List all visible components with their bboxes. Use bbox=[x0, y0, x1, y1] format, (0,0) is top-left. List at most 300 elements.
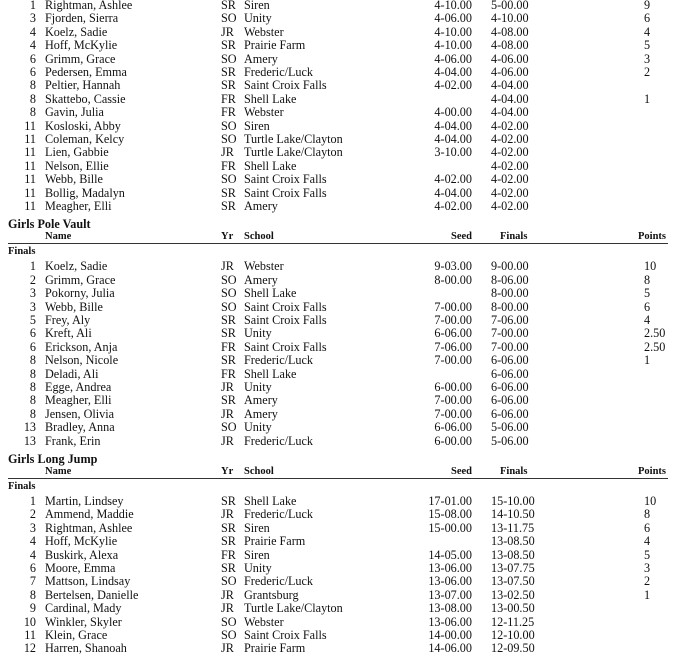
result-school: Unity bbox=[244, 11, 272, 26]
result-points: 5 bbox=[644, 547, 651, 562]
result-finals: 6-06.00 bbox=[491, 406, 529, 421]
column-header-yr: Yr bbox=[221, 466, 234, 477]
result-finals: 12-10.00 bbox=[491, 628, 535, 642]
result-name: Kosloski, Abby bbox=[45, 118, 121, 133]
result-school: Amery bbox=[244, 406, 278, 421]
result-name: Hoff, McKylie bbox=[45, 38, 118, 53]
result-row bbox=[0, 535, 675, 548]
result-seed: 3-10.00 bbox=[434, 145, 472, 160]
result-finals: 6-06.00 bbox=[491, 380, 529, 394]
round-label: Finals bbox=[8, 246, 36, 258]
result-yr: SR bbox=[221, 313, 236, 327]
result-finals: 4-08.00 bbox=[491, 38, 529, 53]
result-school: Amery bbox=[244, 199, 278, 213]
result-yr: SR bbox=[221, 561, 236, 575]
result-seed: 6-06.00 bbox=[434, 420, 472, 435]
result-place: 11 bbox=[24, 145, 36, 160]
result-row bbox=[0, 368, 675, 381]
result-seed: 4-10.00 bbox=[434, 0, 472, 12]
result-points: 1 bbox=[644, 353, 651, 368]
result-points: 4 bbox=[644, 534, 651, 549]
result-seed: 4-06.00 bbox=[434, 51, 472, 66]
result-school: Webster bbox=[244, 259, 284, 274]
result-finals: 4-08.00 bbox=[491, 24, 529, 39]
result-place: 8 bbox=[29, 366, 36, 381]
result-finals: 4-02.00 bbox=[491, 172, 529, 187]
result-school: Unity bbox=[244, 380, 272, 394]
result-finals: 12-09.50 bbox=[491, 641, 535, 656]
result-seed: 14-06.00 bbox=[428, 641, 472, 656]
result-school: Shell Lake bbox=[244, 158, 297, 173]
result-school: Webster bbox=[244, 24, 284, 39]
result-yr: SR bbox=[221, 326, 236, 341]
result-seed: 6-00.00 bbox=[434, 380, 472, 394]
result-seed: 7-00.00 bbox=[434, 313, 472, 327]
result-name: Webb, Bille bbox=[45, 172, 103, 187]
column-header-points: Points bbox=[638, 231, 667, 243]
result-seed: 15-00.00 bbox=[428, 520, 472, 535]
result-school: Saint Croix Falls bbox=[244, 313, 327, 327]
result-finals: 8-00.00 bbox=[491, 286, 529, 301]
result-place: 3 bbox=[29, 299, 36, 314]
result-finals: 8-00.00 bbox=[491, 299, 529, 314]
result-school: Siren bbox=[244, 547, 270, 562]
result-row bbox=[0, 160, 675, 173]
result-yr: JR bbox=[221, 145, 234, 160]
result-row bbox=[0, 642, 675, 655]
result-finals: 13-07.75 bbox=[491, 561, 535, 575]
column-header-finals: Finals bbox=[500, 466, 528, 477]
result-school: Saint Croix Falls bbox=[244, 172, 327, 187]
result-place: 4 bbox=[29, 547, 36, 562]
result-seed: 4-04.00 bbox=[434, 132, 472, 146]
result-row bbox=[0, 287, 675, 300]
result-row bbox=[0, 575, 675, 588]
result-place: 4 bbox=[29, 534, 36, 549]
result-row bbox=[0, 93, 675, 106]
result-row bbox=[0, 562, 675, 575]
result-yr: SR bbox=[221, 494, 236, 508]
result-row bbox=[0, 66, 675, 79]
result-yr: SR bbox=[221, 534, 236, 549]
result-place: 6 bbox=[29, 339, 36, 354]
result-school: Grantsburg bbox=[244, 587, 299, 602]
result-finals: 7-06.00 bbox=[491, 313, 529, 327]
result-finals: 13-11.75 bbox=[491, 520, 535, 535]
result-points: 10 bbox=[644, 494, 657, 508]
result-place: 6 bbox=[29, 65, 36, 79]
result-row bbox=[0, 629, 675, 642]
result-school: Unity bbox=[244, 420, 272, 435]
result-place: 3 bbox=[29, 286, 36, 301]
result-points: 2 bbox=[644, 65, 651, 79]
result-points: 5 bbox=[644, 38, 651, 53]
result-name: Kreft, Ali bbox=[45, 326, 92, 341]
result-school: Frederic/Luck bbox=[244, 574, 314, 589]
result-row bbox=[0, 522, 675, 535]
result-row bbox=[0, 508, 675, 521]
result-place: 8 bbox=[29, 380, 36, 394]
result-seed: 7-00.00 bbox=[434, 353, 472, 368]
result-row bbox=[0, 12, 675, 25]
result-points: 9 bbox=[644, 0, 651, 12]
result-row bbox=[0, 381, 675, 394]
result-school: Prairie Farm bbox=[244, 38, 306, 53]
result-yr: SO bbox=[221, 51, 237, 66]
result-name: Koelz, Sadie bbox=[45, 24, 108, 39]
result-yr: FR bbox=[221, 339, 236, 354]
result-yr: SO bbox=[221, 614, 237, 629]
result-seed: 13-06.00 bbox=[428, 574, 472, 589]
result-finals: 4-04.00 bbox=[491, 78, 529, 93]
result-seed: 4-10.00 bbox=[434, 38, 472, 53]
result-name: Cardinal, Mady bbox=[45, 601, 122, 616]
result-school: Shell Lake bbox=[244, 286, 297, 301]
result-school: Amery bbox=[244, 51, 278, 66]
result-seed: 9-03.00 bbox=[434, 259, 472, 274]
result-row bbox=[0, 260, 675, 273]
result-yr: SO bbox=[221, 299, 237, 314]
result-finals: 14-10.50 bbox=[491, 507, 535, 522]
result-place: 6 bbox=[29, 326, 36, 341]
column-header-seed: Seed bbox=[451, 231, 472, 243]
result-place: 2 bbox=[29, 507, 36, 522]
result-place: 1 bbox=[29, 0, 36, 12]
result-school: Siren bbox=[244, 0, 270, 12]
result-seed: 14-00.00 bbox=[428, 628, 472, 642]
result-name: Pokorny, Julia bbox=[45, 286, 115, 301]
result-place: 3 bbox=[29, 520, 36, 535]
result-yr: SR bbox=[221, 393, 236, 408]
result-school: Frederic/Luck bbox=[244, 507, 314, 522]
result-name: Hoff, McKylie bbox=[45, 534, 118, 549]
event-title: Girls Long Jump bbox=[8, 452, 98, 466]
result-name: Klein, Grace bbox=[45, 628, 108, 642]
result-finals: 4-02.00 bbox=[491, 132, 529, 146]
result-row bbox=[0, 274, 675, 287]
column-header-seed: Seed bbox=[451, 466, 472, 477]
result-yr: JR bbox=[221, 380, 234, 394]
result-points: 6 bbox=[644, 299, 651, 314]
result-school: Turtle Lake/Clayton bbox=[244, 601, 343, 616]
result-points: 2.50 bbox=[644, 339, 666, 354]
result-name: Ammend, Maddie bbox=[45, 507, 134, 522]
result-name: Peltier, Hannah bbox=[45, 78, 121, 93]
result-name: Bertelsen, Danielle bbox=[45, 587, 139, 602]
event-title: Girls Pole Vault bbox=[8, 217, 91, 232]
result-row bbox=[0, 616, 675, 629]
result-place: 5 bbox=[29, 313, 36, 327]
result-finals: 4-02.00 bbox=[491, 145, 529, 160]
result-school: Amery bbox=[244, 272, 278, 287]
result-finals: 7-00.00 bbox=[491, 339, 529, 354]
result-finals: 12-11.25 bbox=[491, 614, 535, 629]
result-place: 11 bbox=[24, 118, 36, 133]
result-seed: 13-06.00 bbox=[428, 561, 472, 575]
result-yr: SR bbox=[221, 0, 236, 12]
result-name: Fjorden, Sierra bbox=[45, 11, 119, 26]
result-school: Unity bbox=[244, 561, 272, 575]
result-seed: 15-08.00 bbox=[428, 507, 472, 522]
result-name: Koelz, Sadie bbox=[45, 259, 108, 274]
result-name: Grimm, Grace bbox=[45, 272, 116, 287]
result-yr: SR bbox=[221, 78, 236, 93]
result-seed: 4-00.00 bbox=[434, 105, 472, 120]
result-seed: 6-06.00 bbox=[434, 326, 472, 341]
result-yr: SO bbox=[221, 118, 237, 133]
result-school: Shell Lake bbox=[244, 91, 297, 106]
column-header-finals: Finals bbox=[500, 231, 528, 243]
result-seed: 4-02.00 bbox=[434, 78, 472, 93]
result-yr: FR bbox=[221, 105, 236, 120]
result-yr: SR bbox=[221, 353, 236, 368]
result-finals: 9-00.00 bbox=[491, 259, 529, 274]
result-row bbox=[0, 408, 675, 421]
result-name: Mattson, Lindsay bbox=[45, 574, 131, 589]
result-name: Pedersen, Emma bbox=[45, 65, 127, 79]
result-finals: 15-10.00 bbox=[491, 494, 535, 508]
result-seed: 7-00.00 bbox=[434, 406, 472, 421]
result-name: Nelson, Ellie bbox=[45, 158, 109, 173]
result-name: Winkler, Skyler bbox=[45, 614, 122, 629]
result-yr: FR bbox=[221, 547, 236, 562]
result-points: 1 bbox=[644, 587, 651, 602]
column-header-name: Name bbox=[45, 466, 72, 477]
result-place: 11 bbox=[24, 158, 36, 173]
result-row bbox=[0, 435, 675, 448]
result-points: 8 bbox=[644, 272, 651, 287]
result-points: 2 bbox=[644, 574, 651, 589]
result-row bbox=[0, 173, 675, 186]
result-place: 9 bbox=[29, 601, 36, 616]
header-rule bbox=[8, 478, 668, 479]
result-seed: 8-00.00 bbox=[434, 272, 472, 287]
result-place: 1 bbox=[29, 494, 36, 508]
result-school: Saint Croix Falls bbox=[244, 299, 327, 314]
result-row bbox=[0, 120, 675, 133]
result-yr: JR bbox=[221, 406, 234, 421]
result-yr: SO bbox=[221, 11, 237, 26]
result-place: 6 bbox=[29, 561, 36, 575]
result-name: Deladi, Ali bbox=[45, 366, 99, 381]
result-place: 10 bbox=[23, 614, 36, 629]
result-points: 4 bbox=[644, 24, 651, 39]
result-name: Grimm, Grace bbox=[45, 51, 116, 66]
result-school: Saint Croix Falls bbox=[244, 339, 327, 354]
result-yr: JR bbox=[221, 433, 234, 448]
result-seed: 7-06.00 bbox=[434, 339, 472, 354]
result-finals: 6-06.00 bbox=[491, 353, 529, 368]
result-school: Siren bbox=[244, 118, 270, 133]
result-name: Nelson, Nicole bbox=[45, 353, 119, 368]
result-school: Frederic/Luck bbox=[244, 353, 314, 368]
result-place: 2 bbox=[29, 272, 36, 287]
result-finals: 4-02.00 bbox=[491, 185, 529, 200]
result-row bbox=[0, 146, 675, 159]
column-header-name: Name bbox=[45, 231, 72, 243]
result-yr: JR bbox=[221, 587, 234, 602]
result-finals: 5-06.00 bbox=[491, 433, 529, 448]
result-seed: 13-08.00 bbox=[428, 601, 472, 616]
result-row bbox=[0, 26, 675, 39]
result-points: 5 bbox=[644, 286, 651, 301]
result-finals: 5-06.00 bbox=[491, 420, 529, 435]
column-header-yr: Yr bbox=[221, 231, 234, 243]
result-row bbox=[0, 602, 675, 615]
result-points: 2.50 bbox=[644, 326, 666, 341]
result-place: 13 bbox=[23, 433, 36, 448]
result-name: Harren, Shanoah bbox=[45, 641, 127, 656]
result-row bbox=[0, 79, 675, 92]
result-yr: SR bbox=[221, 38, 236, 53]
result-seed: 4-02.00 bbox=[434, 199, 472, 213]
round-label: Finals bbox=[8, 481, 36, 492]
result-name: Buskirk, Alexa bbox=[45, 547, 119, 562]
result-yr: SO bbox=[221, 628, 237, 642]
result-row bbox=[0, 106, 675, 119]
result-place: 4 bbox=[29, 24, 36, 39]
result-name: Frank, Erin bbox=[45, 433, 101, 448]
result-points: 4 bbox=[644, 313, 651, 327]
result-place: 8 bbox=[29, 105, 36, 120]
result-name: Rightman, Ashlee bbox=[45, 520, 133, 535]
result-yr: SR bbox=[221, 65, 236, 79]
result-row bbox=[0, 589, 675, 602]
result-finals: 13-02.50 bbox=[491, 587, 535, 602]
result-school: Turtle Lake/Clayton bbox=[244, 145, 343, 160]
result-school: Turtle Lake/Clayton bbox=[244, 132, 343, 146]
result-place: 13 bbox=[23, 420, 36, 435]
result-yr: FR bbox=[221, 158, 236, 173]
result-points: 6 bbox=[644, 11, 651, 26]
result-place: 11 bbox=[24, 172, 36, 187]
result-finals: 6-06.00 bbox=[491, 366, 529, 381]
result-seed: 13-06.00 bbox=[428, 614, 472, 629]
result-place: 7 bbox=[29, 574, 36, 589]
result-finals: 4-04.00 bbox=[491, 105, 529, 120]
result-row bbox=[0, 200, 675, 213]
result-finals: 4-10.00 bbox=[491, 11, 529, 26]
result-yr: JR bbox=[221, 507, 234, 522]
result-seed: 13-07.00 bbox=[428, 587, 472, 602]
header-rule bbox=[8, 243, 668, 244]
result-finals: 13-07.50 bbox=[491, 574, 535, 589]
result-place: 8 bbox=[29, 78, 36, 93]
result-yr: SO bbox=[221, 132, 237, 146]
result-row bbox=[0, 421, 675, 434]
result-row bbox=[0, 341, 675, 354]
result-name: Meagher, Elli bbox=[45, 393, 112, 408]
result-school: Frederic/Luck bbox=[244, 433, 314, 448]
result-name: Egge, Andrea bbox=[45, 380, 112, 394]
result-name: Bradley, Anna bbox=[45, 420, 115, 435]
result-finals: 13-08.50 bbox=[491, 534, 535, 549]
result-name: Martin, Lindsey bbox=[45, 494, 124, 508]
result-school: Prairie Farm bbox=[244, 534, 306, 549]
result-seed: 7-00.00 bbox=[434, 393, 472, 408]
result-place: 1 bbox=[29, 259, 36, 274]
result-name: Jensen, Olivia bbox=[45, 406, 115, 421]
result-yr: JR bbox=[221, 259, 234, 274]
result-row bbox=[0, 394, 675, 407]
result-row bbox=[0, 354, 675, 367]
result-yr: SO bbox=[221, 172, 237, 187]
result-finals: 13-00.50 bbox=[491, 601, 535, 616]
result-name: Bollig, Madalyn bbox=[45, 185, 125, 200]
result-yr: SO bbox=[221, 574, 237, 589]
result-school: Saint Croix Falls bbox=[244, 628, 327, 642]
result-seed: 4-02.00 bbox=[434, 172, 472, 187]
result-school: Webster bbox=[244, 614, 284, 629]
result-yr: SR bbox=[221, 520, 236, 535]
result-points: 1 bbox=[644, 91, 651, 106]
result-row bbox=[0, 549, 675, 562]
result-finals: 5-00.00 bbox=[491, 0, 529, 12]
column-header-row bbox=[0, 466, 675, 478]
result-place: 8 bbox=[29, 393, 36, 408]
result-school: Frederic/Luck bbox=[244, 65, 314, 79]
result-name: Moore, Emma bbox=[45, 561, 116, 575]
result-finals: 4-04.00 bbox=[491, 91, 529, 106]
result-row bbox=[0, 39, 675, 52]
result-school: Prairie Farm bbox=[244, 641, 306, 656]
result-name: Gavin, Julia bbox=[45, 105, 104, 120]
result-name: Erickson, Anja bbox=[45, 339, 118, 354]
result-yr: SO bbox=[221, 272, 237, 287]
result-place: 11 bbox=[24, 185, 36, 200]
result-yr: JR bbox=[221, 601, 234, 616]
column-header-school: School bbox=[244, 466, 274, 477]
result-seed: 4-04.00 bbox=[434, 118, 472, 133]
result-points: 10 bbox=[644, 259, 657, 274]
result-name: Coleman, Kelcy bbox=[45, 132, 125, 146]
result-finals: 4-06.00 bbox=[491, 65, 529, 79]
result-place: 6 bbox=[29, 51, 36, 66]
result-place: 12 bbox=[23, 641, 36, 656]
result-finals: 8-06.00 bbox=[491, 272, 529, 287]
result-school: Shell Lake bbox=[244, 494, 297, 508]
result-row bbox=[0, 301, 675, 314]
result-seed: 4-06.00 bbox=[434, 11, 472, 26]
result-yr: FR bbox=[221, 366, 236, 381]
column-header-school: School bbox=[244, 231, 274, 243]
result-finals: 13-08.50 bbox=[491, 547, 535, 562]
result-yr: FR bbox=[221, 91, 236, 106]
result-place: 4 bbox=[29, 38, 36, 53]
result-yr: SR bbox=[221, 185, 236, 200]
result-row bbox=[0, 495, 675, 508]
result-yr: SO bbox=[221, 286, 237, 301]
result-points: 3 bbox=[644, 561, 651, 575]
result-yr: JR bbox=[221, 24, 234, 39]
result-finals: 7-00.00 bbox=[491, 326, 529, 341]
result-points: 3 bbox=[644, 51, 651, 66]
result-place: 11 bbox=[24, 132, 36, 146]
column-header-row bbox=[0, 231, 675, 243]
result-school: Webster bbox=[244, 105, 284, 120]
result-seed: 4-04.00 bbox=[434, 185, 472, 200]
result-seed: 4-04.00 bbox=[434, 65, 472, 79]
result-finals: 6-06.00 bbox=[491, 393, 529, 408]
result-seed: 7-00.00 bbox=[434, 299, 472, 314]
result-finals: 4-06.00 bbox=[491, 51, 529, 66]
column-header-points: Points bbox=[638, 466, 667, 477]
result-school: Siren bbox=[244, 520, 270, 535]
result-place: 8 bbox=[29, 91, 36, 106]
result-school: Saint Croix Falls bbox=[244, 78, 327, 93]
result-finals: 4-02.00 bbox=[491, 158, 529, 173]
result-name: Skattebo, Cassie bbox=[45, 91, 126, 106]
